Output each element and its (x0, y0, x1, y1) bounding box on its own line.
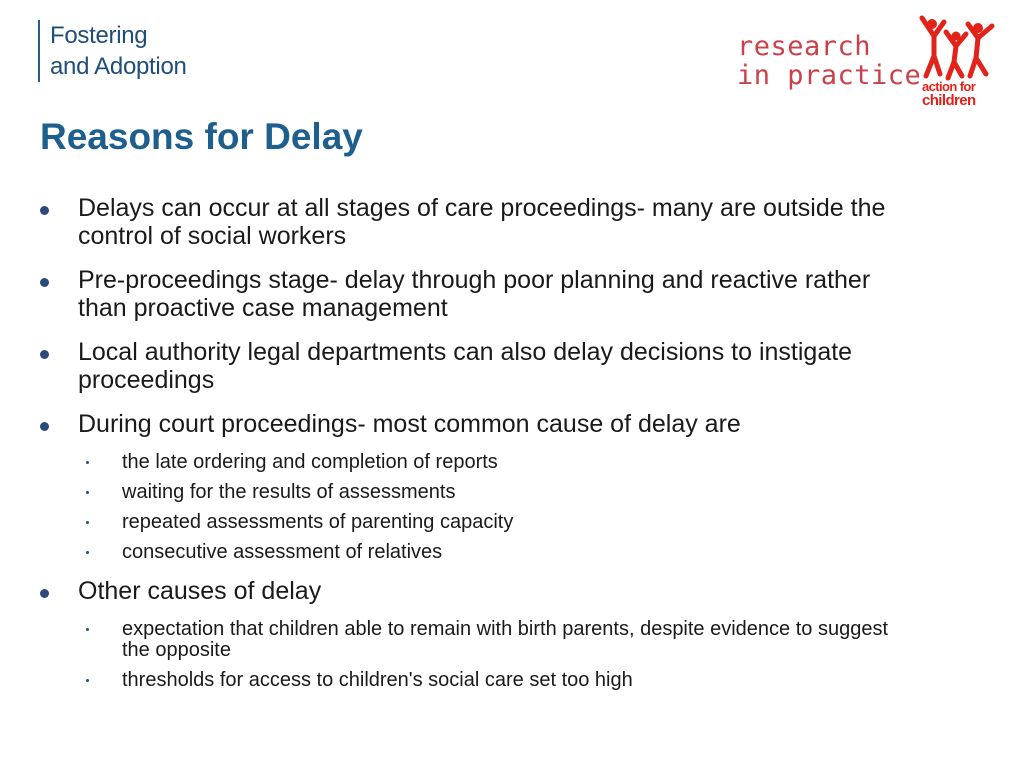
bullet-dot-icon (40, 589, 49, 598)
bullet-item (40, 194, 920, 250)
sub-bullet-text: the late ordering and completion of reports (122, 451, 498, 473)
sub-bullet-item (78, 542, 920, 563)
sub-bullet-list (78, 619, 920, 691)
sub-bullet-dot-icon (86, 551, 89, 554)
action-line-2: children (922, 92, 976, 109)
sub-bullet-text: thresholds for access to children's social care set too high (122, 669, 633, 691)
bullet-text: Pre-proceedings stage- delay through poor planning and reactive rather than proactive case management (78, 266, 871, 322)
bullet-item (40, 266, 920, 322)
children-figures-logo-icon (918, 12, 998, 82)
sub-bullet-item (78, 619, 920, 661)
sub-bullet-dot-icon (86, 491, 89, 494)
sub-bullet-item (78, 670, 920, 691)
research-in-practice-logo (737, 32, 921, 90)
slide-title: Reasons for Delay (40, 116, 363, 157)
bullet-dot-icon (40, 206, 49, 215)
bullet-item (40, 577, 920, 691)
sub-bullet-list (78, 452, 920, 563)
sub-bullet-item (78, 452, 920, 473)
action-for-children-logo (918, 12, 998, 112)
action-for-children-text (922, 80, 998, 108)
bullet-dot-icon (40, 350, 49, 359)
sub-bullet-text: consecutive assessment of relatives (122, 541, 443, 563)
bullet-text: Other causes of delay (78, 577, 322, 605)
sub-bullet-text: expectation that children able to remain with birth parents, despite evidence to suggest the opposite (122, 618, 889, 661)
slide-content (40, 194, 920, 705)
brand-divider (38, 20, 40, 82)
bullet-item (40, 338, 920, 394)
bullet-text: Local authority legal departments can also delay decisions to instigate proceedings (78, 338, 853, 394)
sub-bullet-item (78, 512, 920, 533)
brand-line-1: Fostering (50, 22, 148, 49)
sub-bullet-text: repeated assessments of parenting capacity (122, 511, 514, 533)
bullet-dot-icon (40, 422, 49, 431)
research-line-2: in practice (737, 60, 922, 91)
brand-line-2: and Adoption (50, 53, 187, 80)
bullet-list (40, 194, 920, 691)
sub-bullet-dot-icon (86, 628, 89, 631)
sub-bullet-item (78, 482, 920, 503)
bullet-text: Delays can occur at all stages of care proceedings- many are outside the control of social workers (78, 194, 886, 250)
sub-bullet-dot-icon (86, 679, 89, 682)
sub-bullet-dot-icon (86, 461, 89, 464)
bullet-text: During court proceedings- most common cause of delay are (78, 410, 741, 438)
action-line-1: action for (922, 79, 976, 94)
brand-text (50, 20, 187, 84)
sub-bullet-dot-icon (86, 521, 89, 524)
fostering-adoption-brand (38, 20, 187, 84)
research-line-1: research (737, 31, 872, 62)
bullet-dot-icon (40, 278, 49, 287)
bullet-item (40, 410, 920, 563)
sub-bullet-text: waiting for the results of assessments (122, 481, 456, 503)
